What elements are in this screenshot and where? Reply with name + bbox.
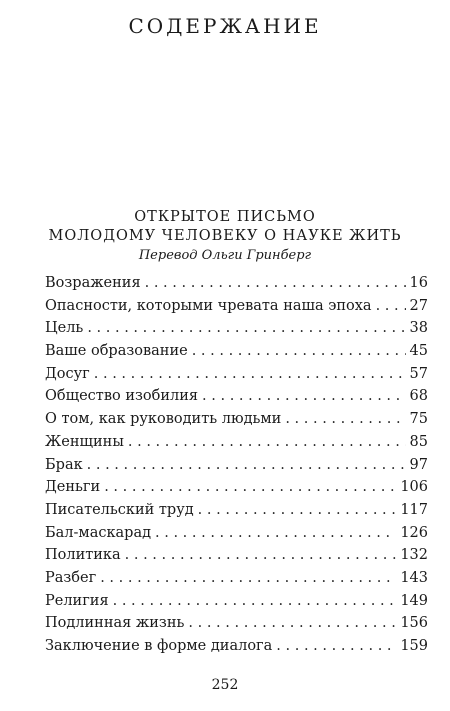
- toc-leader-dots: [87, 457, 406, 473]
- toc-leader-dots: [128, 434, 406, 450]
- toc-leader-dots: [113, 593, 397, 609]
- toc-entry[interactable]: [45, 457, 428, 480]
- toc-entry[interactable]: [45, 615, 428, 638]
- toc-entry-page: 106: [400, 479, 428, 496]
- toc-entry-page: 117: [400, 501, 428, 518]
- toc-entry[interactable]: [45, 366, 428, 389]
- toc-entry[interactable]: [45, 570, 428, 593]
- toc-entry[interactable]: [45, 320, 428, 343]
- toc-leader-dots: [276, 638, 396, 654]
- toc-entry-page: 85: [409, 433, 428, 450]
- toc-leader-dots: [100, 570, 396, 586]
- toc-entry-title: Деньги: [45, 479, 101, 496]
- toc-entry[interactable]: [45, 343, 428, 366]
- toc-entry-page: 97: [409, 456, 428, 473]
- toc-entry-page: 38: [409, 320, 428, 337]
- toc-entry-title: О том, как руководить людьми: [45, 411, 282, 428]
- toc-entry-title: Заключение в форме диалога: [45, 638, 273, 654]
- toc-entry-title: Брак: [45, 456, 83, 473]
- toc-entry-title: Политика: [45, 547, 121, 564]
- toc-entry[interactable]: [45, 434, 428, 457]
- toc-leader-dots: [125, 547, 397, 563]
- toc-entry-title: Общество изобилия: [45, 388, 199, 405]
- toc-entry-title: Опасности, которыми чревата наша эпоха: [45, 297, 372, 314]
- toc-leader-dots: [87, 320, 405, 336]
- toc-entry-page: 27: [409, 297, 428, 314]
- toc-leader-dots: [94, 366, 406, 382]
- toc-entry-page: 159: [400, 638, 428, 654]
- toc-leader-dots: [192, 343, 406, 359]
- page-heading: СОДЕРЖАНИЕ: [128, 14, 322, 38]
- toc-entry[interactable]: [45, 298, 428, 321]
- toc-entry-title: Бал-маскарад: [45, 524, 152, 541]
- toc-leader-dots: [376, 298, 406, 314]
- toc-entry-page: 143: [400, 569, 428, 586]
- toc-entry[interactable]: [45, 593, 428, 616]
- table-of-contents: [45, 275, 428, 661]
- toc-leader-dots: [188, 615, 396, 631]
- toc-entry-title: Досуг: [45, 365, 90, 382]
- translator-credit: Перевод Ольги Гринберг: [138, 248, 312, 263]
- toc-entry[interactable]: [45, 275, 428, 298]
- toc-entry-title: Разбег: [45, 569, 97, 586]
- toc-entry-title: Писательский труд: [45, 501, 194, 518]
- toc-entry-title: Ваше образование: [45, 343, 188, 360]
- toc-entry-page: 57: [409, 365, 428, 382]
- toc-leader-dots: [285, 411, 405, 427]
- toc-entry-page: 45: [409, 343, 428, 360]
- toc-entry-title: Религия: [45, 592, 109, 609]
- toc-entry-page: 68: [409, 388, 428, 405]
- section-title-line-1: ОТКРЫТОЕ ПИСЬМО: [134, 209, 316, 225]
- toc-entry-page: 126: [400, 524, 428, 541]
- toc-entry[interactable]: [45, 547, 428, 570]
- toc-entry-page: 16: [409, 275, 428, 291]
- toc-entry[interactable]: [45, 525, 428, 548]
- toc-entry-page: 149: [400, 592, 428, 609]
- toc-leader-dots: [198, 502, 397, 518]
- toc-entry-title: Женщины: [45, 433, 124, 450]
- toc-leader-dots: [155, 525, 396, 541]
- section-title-line-2: МОЛОДОМУ ЧЕЛОВЕКУ О НАУКЕ ЖИТЬ: [48, 228, 402, 244]
- page-number: 252: [211, 677, 239, 693]
- toc-entry-title: Цель: [45, 320, 84, 337]
- section-title: [0, 208, 450, 246]
- toc-leader-dots: [104, 479, 396, 495]
- toc-entry-page: 132: [400, 547, 428, 564]
- toc-entry[interactable]: [45, 411, 428, 434]
- toc-leader-dots: [145, 275, 406, 291]
- toc-entry[interactable]: [45, 638, 428, 661]
- toc-entry-page: 156: [400, 615, 428, 632]
- toc-entry-title: Подлинная жизнь: [45, 615, 185, 632]
- toc-entry-title: Возражения: [45, 275, 141, 291]
- toc-entry-page: 75: [409, 411, 428, 428]
- toc-entry[interactable]: [45, 479, 428, 502]
- toc-entry[interactable]: [45, 502, 428, 525]
- toc-leader-dots: [202, 388, 406, 404]
- toc-entry[interactable]: [45, 388, 428, 411]
